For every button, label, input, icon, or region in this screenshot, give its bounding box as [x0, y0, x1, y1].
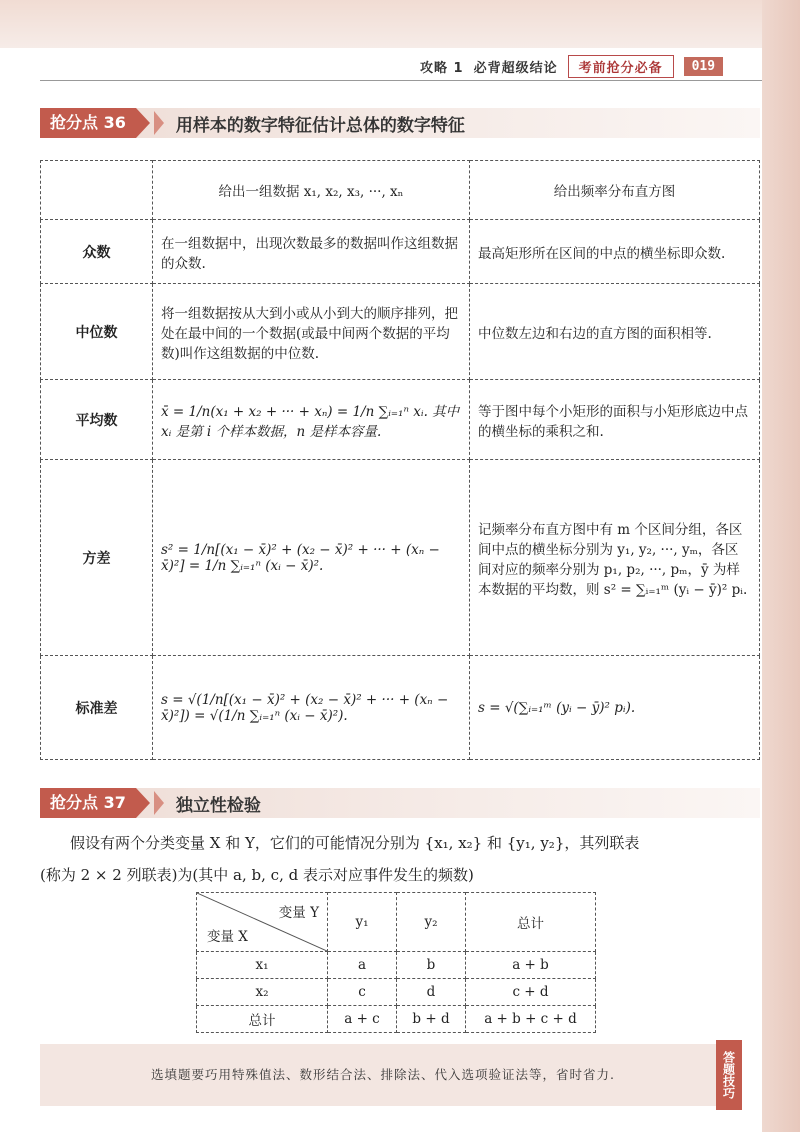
table-row	[41, 380, 760, 460]
row-label: 总计	[197, 1006, 328, 1033]
contingency-table	[196, 892, 596, 1033]
paragraph-line-2: (称为 2 × 2 列联表)为(其中 a, b, c, d 表示对应事件发生的频数)	[40, 866, 474, 884]
row-head-mean: 平均数	[41, 380, 153, 460]
table-row	[197, 952, 596, 979]
chevron-icon	[154, 791, 164, 815]
table-cell: a	[328, 952, 397, 979]
section-36-title-bar	[40, 108, 760, 138]
table-row	[197, 979, 596, 1006]
section-36-badge: 抢分点 36	[40, 108, 136, 138]
page-number: 019	[684, 57, 723, 76]
right-edge-strip	[762, 0, 800, 1132]
chapter-label: 攻略 1	[420, 60, 464, 76]
cell-histogram: 最高矩形所在区间的中点的横坐标即众数.	[470, 220, 760, 284]
paragraph-line-1: 假设有两个分类变量 X 和 Y，它们的可能情况分别为 {x₁, x₂} 和 {y₁, y₂}，其列联表	[70, 834, 640, 852]
row-head-std: 标准差	[41, 656, 153, 760]
row-label: x₁	[197, 952, 328, 979]
table-row	[41, 460, 760, 656]
variable-x-label: 变量 X	[207, 929, 248, 945]
cell-data: s = √(1/n[(x₁ − x̄)² + (x₂ − x̄)² + ··· + (xₙ − x̄)²]) = √(1/n ∑ᵢ₌₁ⁿ (xᵢ − x̄)²).	[153, 656, 470, 760]
cell-histogram: 等于图中每个小矩形的面积与小矩形底边中点的横坐标的乘积之和.	[470, 380, 760, 460]
row-head-variance: 方差	[41, 460, 153, 656]
table-cell: d	[397, 979, 466, 1006]
statistics-table	[40, 160, 760, 760]
cell-histogram: 记频率分布直方图中有 m 个区间分组，各区间中点的横坐标分别为 y₁, y₂, ···, yₘ，各区间对应的频率分别为 p₁, p₂, ···, pₘ，ȳ 为样本数据的平均数，则 s² = ∑ᵢ₌₁ᵐ (yᵢ − ȳ)² pᵢ.	[470, 460, 760, 656]
table-row	[41, 284, 760, 380]
column-header: 总计	[466, 893, 596, 952]
top-band	[0, 0, 800, 48]
tip-badge: 答题技巧	[716, 1040, 742, 1110]
row-head-median: 中位数	[41, 284, 153, 380]
cell-data: s² = 1/n[(x₁ − x̄)² + (x₂ − x̄)² + ··· + (xₙ − x̄)²] = 1/n ∑ᵢ₌₁ⁿ (xᵢ − x̄)².	[153, 460, 470, 656]
row-head-mode: 众数	[41, 220, 153, 284]
table-cell: a + c	[328, 1006, 397, 1033]
cell-data: 在一组数据中，出现次数最多的数据叫作这组数据的众数.	[153, 220, 470, 284]
diagonal-header-cell	[197, 893, 328, 952]
chevron-icon	[154, 111, 164, 135]
chapter-subtitle: 必背超级结论	[473, 60, 558, 76]
section-37-title: 独立性检验	[175, 795, 261, 816]
cell-histogram: s = √(∑ᵢ₌₁ᵐ (yᵢ − ȳ)² pᵢ).	[470, 656, 760, 760]
table-header-row	[197, 893, 596, 952]
variable-y-label: 变量 Y	[278, 905, 319, 921]
table-cell: a + b	[466, 952, 596, 979]
column-header-data: 给出一组数据 x₁, x₂, x₃, ···, xₙ	[153, 161, 470, 220]
section-37-title-bar	[40, 788, 760, 818]
section-36-title: 用样本的数字特征估计总体的数字特征	[175, 115, 465, 136]
table-row	[41, 220, 760, 284]
header-divider	[40, 80, 762, 81]
table-cell: a + b + c + d	[466, 1006, 596, 1033]
tip-box: 选填题要巧用特殊值法、数形结合法、排除法、代入选项验证法等，省时省力.	[40, 1044, 726, 1106]
cell-data: 将一组数据按从大到小或从小到大的顺序排列，把处在最中间的一个数据(或最中间两个数据的平均数)叫作这组数据的中位数.	[153, 284, 470, 380]
corner-cell	[41, 161, 153, 220]
table-cell: b + d	[397, 1006, 466, 1033]
table-row	[41, 656, 760, 760]
cell-data: x̄ = 1/n(x₁ + x₂ + ··· + xₙ) = 1/n ∑ᵢ₌₁ⁿ xᵢ. 其中 xᵢ 是第 i 个样本数据，n 是样本容量.	[153, 380, 470, 460]
table-cell: b	[397, 952, 466, 979]
table-cell: c	[328, 979, 397, 1006]
column-header-histogram: 给出频率分布直方图	[470, 161, 760, 220]
header-tag: 考前抢分必备	[568, 55, 674, 78]
cell-histogram: 中位数左边和右边的直方图的面积相等.	[470, 284, 760, 380]
column-header: y₂	[397, 893, 466, 952]
table-row	[197, 1006, 596, 1033]
table-cell: c + d	[466, 979, 596, 1006]
section-37-badge: 抢分点 37	[40, 788, 136, 818]
table-header-row	[41, 161, 760, 220]
page-header	[420, 54, 723, 78]
column-header: y₁	[328, 893, 397, 952]
row-label: x₂	[197, 979, 328, 1006]
